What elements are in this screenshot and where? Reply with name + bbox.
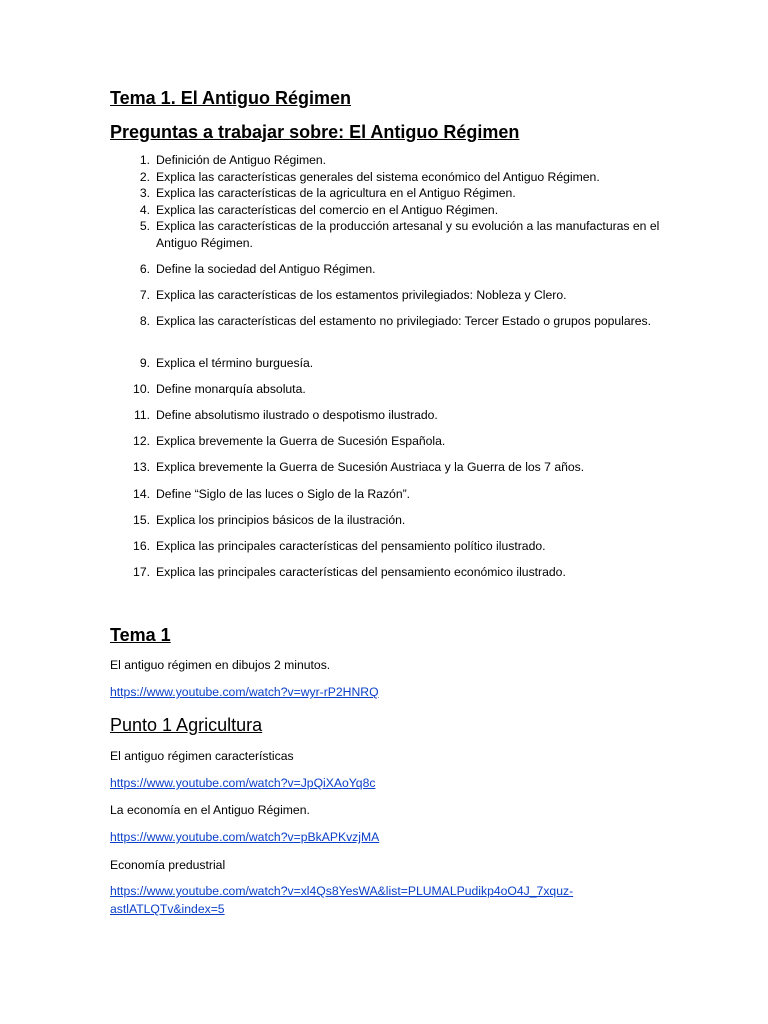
list-item-text: Define “Siglo de las luces o Siglo de la Razón”. <box>156 487 411 501</box>
list-item-text: Explica las principales características del pensamiento político ilustrado. <box>156 539 546 553</box>
punto1-caption-2: La economía en el Antiguo Régimen. <box>110 803 310 817</box>
punto1-heading: Punto 1 Agricultura <box>110 715 263 735</box>
punto1-video-link-3-line1[interactable]: https://www.youtube.com/watch?v=xl4Qs8YesWA&list=PLUMALPudikp4oO4J_7xquz- <box>110 884 574 898</box>
list-item-text: Explica las características generales del sistema económico del Antiguo Régimen. <box>156 170 600 184</box>
list-item-text: Explica las características del comercio en el Antiguo Régimen. <box>156 203 499 217</box>
list-item-number: 15. <box>133 513 150 527</box>
punto1-video-link-1[interactable]: https://www.youtube.com/watch?v=JpQiXAoYq8c <box>110 776 376 790</box>
document-title: Tema 1. El Antiguo Régimen <box>110 88 352 108</box>
list-item-text: Explica las principales características del pensamiento económico ilustrado. <box>156 565 566 579</box>
punto1-video-link-2[interactable]: https://www.youtube.com/watch?v=pBkAPKvzjMA <box>110 830 380 844</box>
tema1-caption: El antiguo régimen en dibujos 2 minutos. <box>110 658 331 672</box>
list-item-text: Explica los principios básicos de la ilustración. <box>156 513 406 527</box>
list-item-text: Definición de Antiguo Régimen. <box>156 153 327 167</box>
tema1-heading: Tema 1 <box>110 625 171 645</box>
list-item-number: 11. <box>133 408 150 422</box>
tema1-video-link[interactable]: https://www.youtube.com/watch?v=wyr-rP2HNRQ <box>110 685 379 699</box>
list-item-text: Explica brevemente la Guerra de Sucesión Española. <box>156 434 446 448</box>
list-item-number: 4. <box>139 203 150 217</box>
list-item-text: Explica las características de la agricultura en el Antiguo Régimen. <box>156 186 516 200</box>
punto1-caption-1: El antiguo régimen características <box>110 749 294 763</box>
list-item-text: Explica brevemente la Guerra de Sucesión Austriaca y la Guerra de los 7 años. <box>156 460 585 474</box>
questions-heading: Preguntas a trabajar sobre: El Antiguo Régimen <box>110 122 520 142</box>
punto1-caption-3: Economía predustrial <box>110 858 226 872</box>
list-item-number: 14. <box>133 487 150 501</box>
list-item-number: 7. <box>139 288 150 302</box>
list-item-number: 1. <box>139 153 150 167</box>
list-item-number: 3. <box>139 186 150 200</box>
list-item-text: Explica las características de la producción artesanal y su evolución a las manufacturas en el Antiguo Régimen. <box>156 219 660 250</box>
list-item-number: 17. <box>133 565 150 579</box>
list-item-text: Explica las características de los estamentos privilegiados: Nobleza y Clero. <box>156 288 567 302</box>
list-item-number: 8. <box>139 314 150 328</box>
list-item-number: 5. <box>139 219 150 233</box>
list-item-text: Explica el término burguesía. <box>156 356 314 370</box>
list-item-text: Define monarquía absoluta. <box>156 382 306 396</box>
list-item-number: 16. <box>133 539 150 553</box>
list-item-number: 13. <box>133 460 150 474</box>
list-item-text: Explica las características del estamento no privilegiado: Tercer Estado o grupos populares. <box>156 314 651 328</box>
list-item-number: 10. <box>133 382 150 396</box>
list-item-text: Define absolutismo ilustrado o despotismo ilustrado. <box>156 408 438 422</box>
list-item-text: Define la sociedad del Antiguo Régimen. <box>156 262 376 276</box>
punto1-video-link-3-line2[interactable]: astlATLQTv&index=5 <box>110 902 225 916</box>
list-item-number: 2. <box>139 170 150 184</box>
list-item-number: 9. <box>139 356 150 370</box>
list-item-number: 12. <box>133 434 150 448</box>
list-item-number: 6. <box>139 262 150 276</box>
